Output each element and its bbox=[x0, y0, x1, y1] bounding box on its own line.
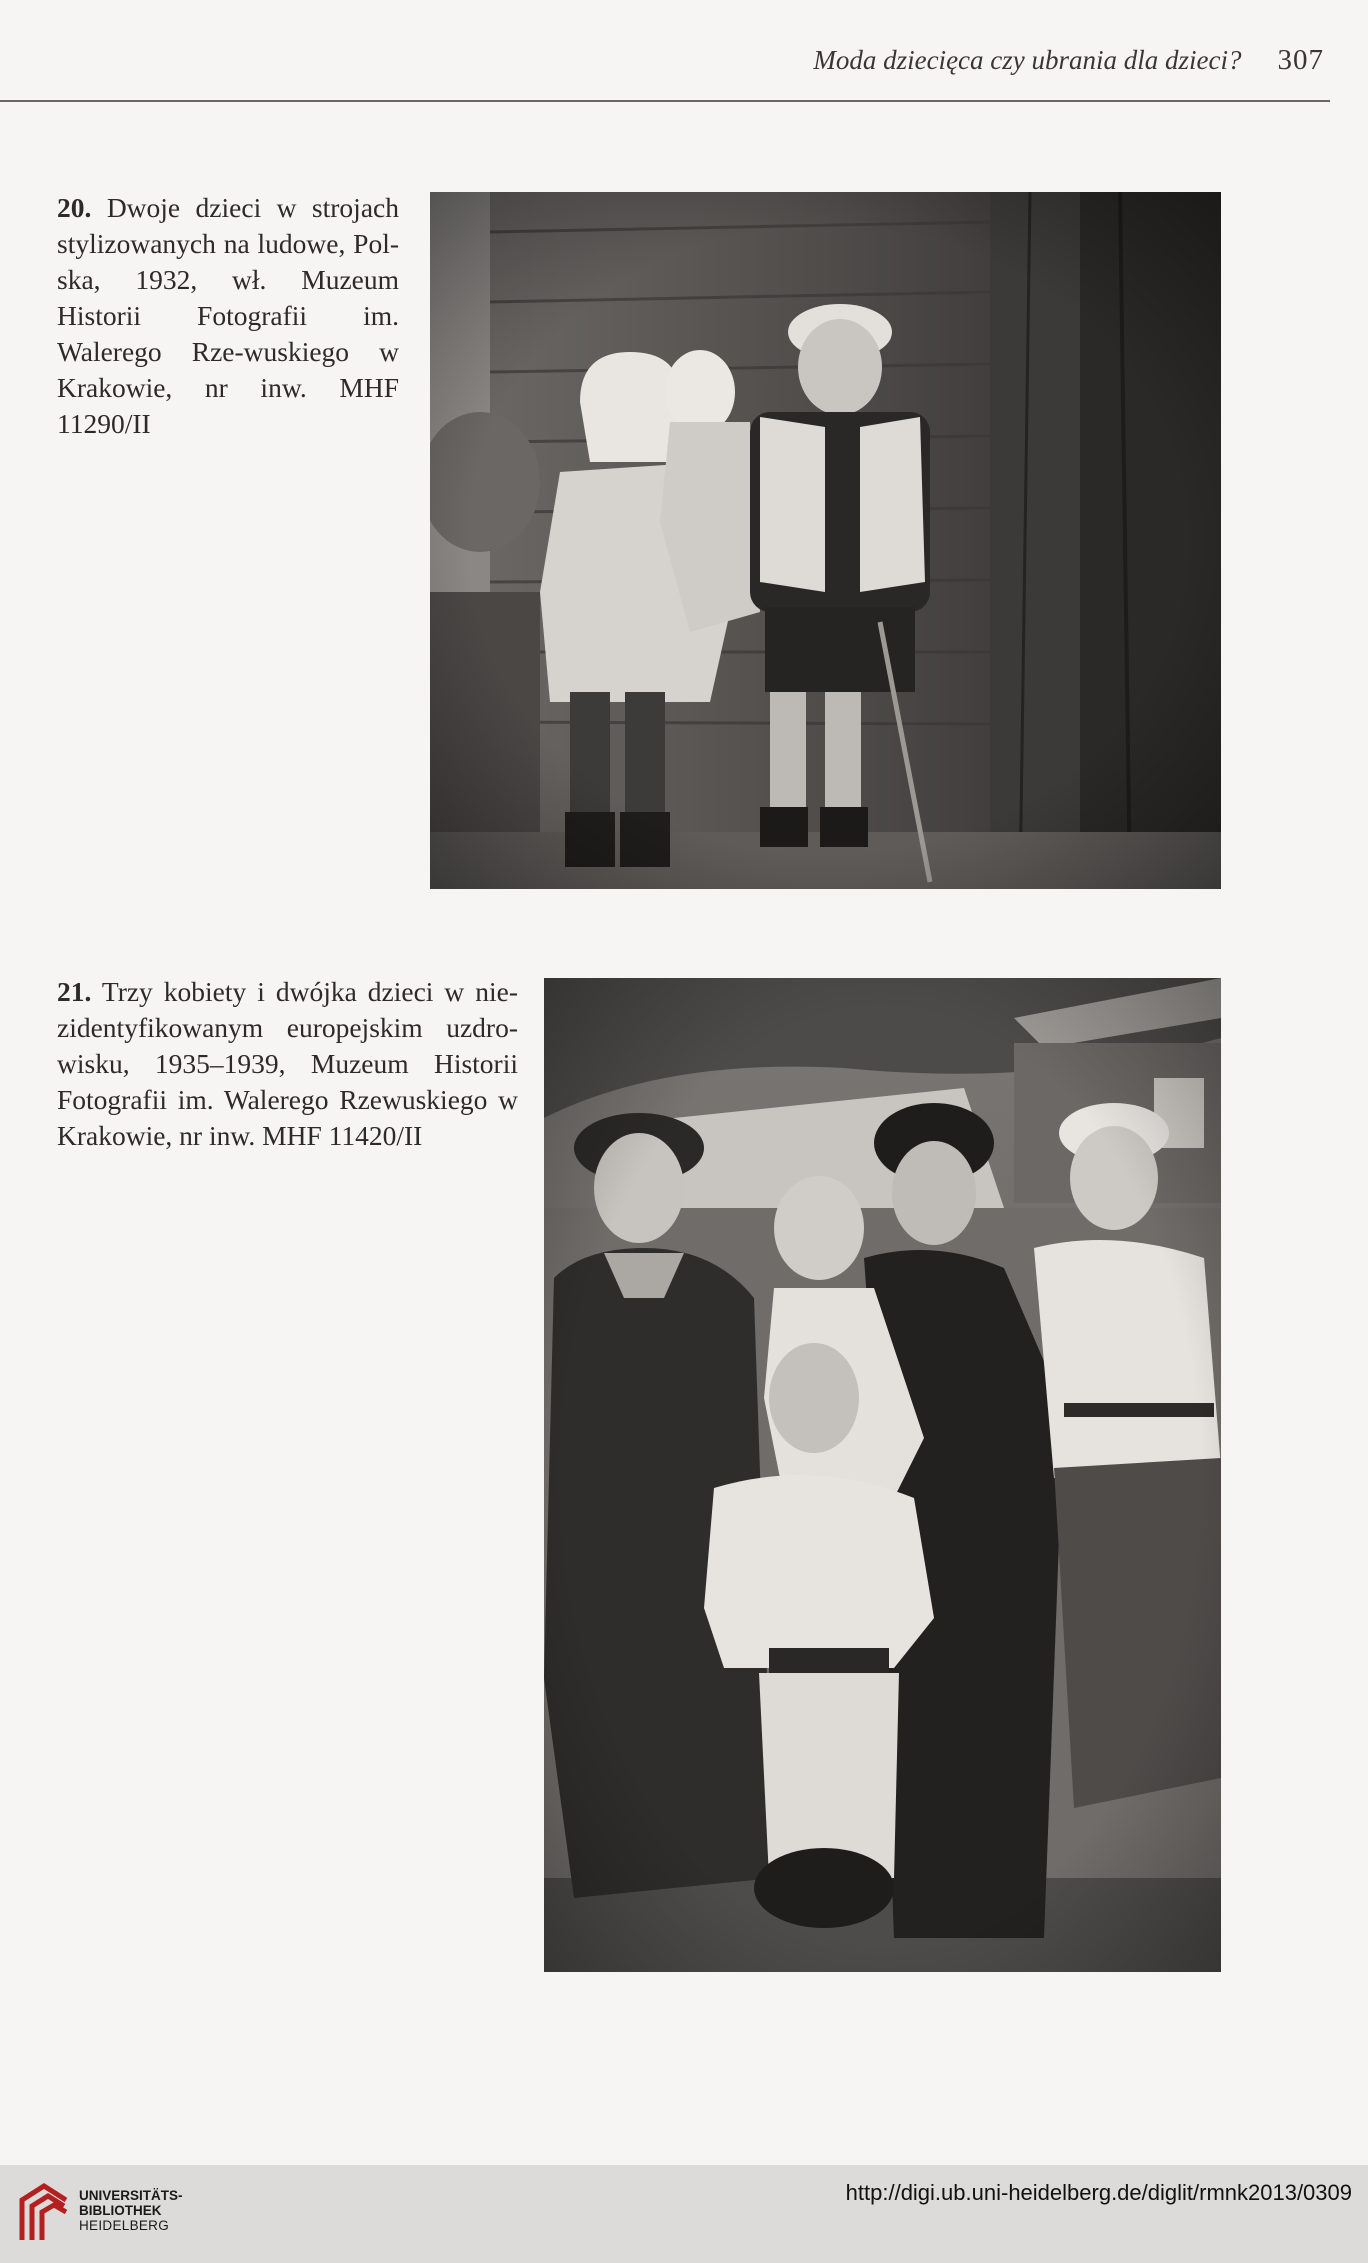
figure-21-photo bbox=[544, 978, 1221, 1972]
library-name bbox=[79, 2188, 183, 2233]
figure-20-text: Dwoje dzieci w strojach stylizowanych na ludowe, Pol-ska, 1932, wł. Muzeum Historii Fotografii im. Walerego Rze-wuskiego w Krakowie, nr inw. MHF 11290/II bbox=[57, 192, 399, 439]
running-header bbox=[813, 44, 1324, 77]
library-name-line-3: HEIDELBERG bbox=[79, 2218, 170, 2233]
figure-21-number: 21. bbox=[57, 976, 92, 1007]
library-name-line-1: UNIVERSITÄTS- bbox=[79, 2188, 183, 2203]
page-number: 307 bbox=[1277, 44, 1324, 76]
figure-21-caption bbox=[57, 974, 518, 1154]
figure-20-number: 20. bbox=[57, 192, 92, 223]
header-rule bbox=[0, 100, 1330, 102]
children-photograph-image bbox=[430, 192, 1221, 889]
library-name-line-2: BIBLIOTHEK bbox=[79, 2203, 162, 2218]
group-photograph-image bbox=[544, 978, 1221, 1972]
university-library-logo-icon bbox=[14, 2178, 74, 2248]
figure-21-text: Trzy kobiety i dwójka dzieci w nie-zidentyfikowanym europejskim uzdro-wisku, 1935–1939, Muzeum Historii Fotografii im. Walerego Rzewuskiego w Krakowie, nr inw. MHF 11420/II bbox=[57, 976, 518, 1151]
figure-20-photo bbox=[430, 192, 1221, 889]
figure-20-caption bbox=[57, 190, 399, 442]
running-title: Moda dziecięca czy ubrania dla dzieci? bbox=[813, 45, 1242, 75]
source-url-link[interactable]: http://digi.ub.uni-heidelberg.de/diglit/rmnk2013/0309 bbox=[845, 2180, 1352, 2205]
logo-strokes bbox=[22, 2186, 66, 2240]
